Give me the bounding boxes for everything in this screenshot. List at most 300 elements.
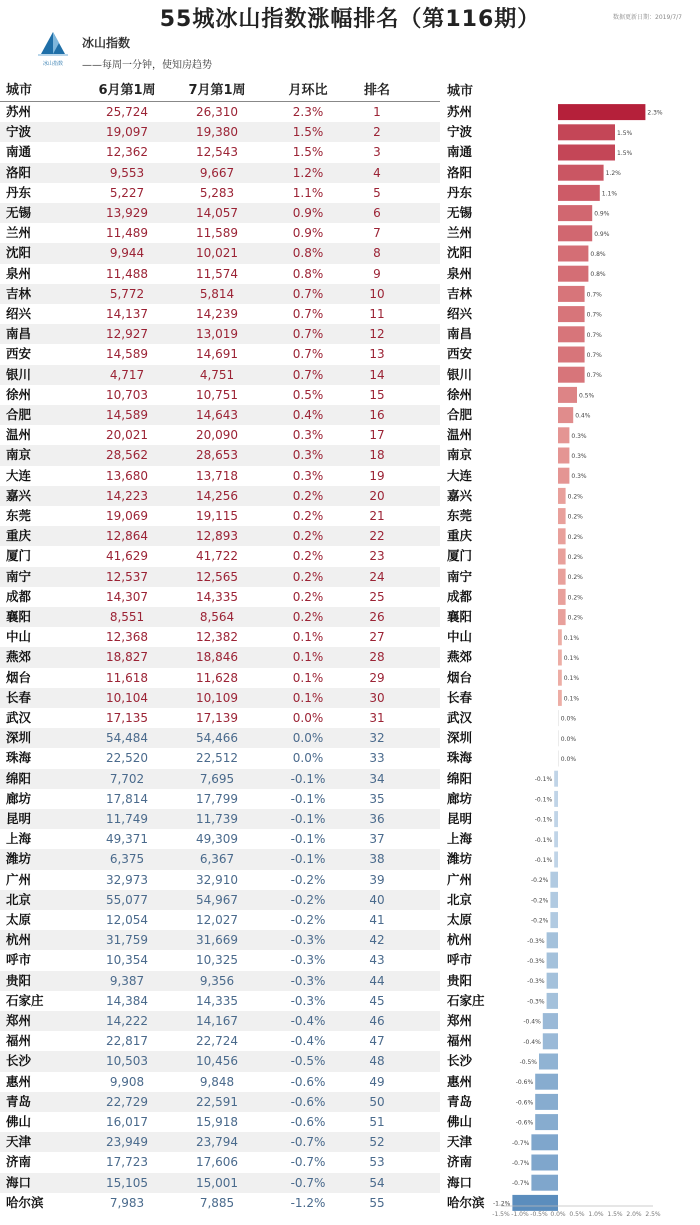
chart-bar: [543, 1033, 558, 1049]
chart-bar: [558, 407, 573, 423]
row-city: 沈阳: [6, 245, 32, 261]
row-mom-change: 0.2%: [292, 509, 324, 523]
row-mom-change: -0.2%: [290, 913, 326, 927]
row-rank: 52: [369, 1135, 385, 1150]
row-mom-change: 0.2%: [292, 569, 324, 584]
row-june-value: 12,927: [106, 327, 148, 342]
row-june-value: 25,724: [106, 105, 148, 119]
chart-data-label: 0.7%: [586, 311, 602, 319]
row-city: 杭州: [6, 932, 32, 948]
chart-data-label: 0.7%: [586, 331, 602, 339]
chart-bar: [558, 185, 600, 201]
row-rank: 46: [369, 1014, 385, 1028]
chart-data-label: 1.2%: [605, 170, 621, 178]
row-city: 宁波: [6, 124, 32, 140]
chart-category-label: 绵阳: [447, 770, 473, 786]
row-july-value: 10,325: [196, 953, 238, 968]
chart-bar: [558, 246, 588, 262]
row-july-value: 5,283: [199, 185, 235, 200]
row-july-value: 22,591: [196, 1094, 238, 1109]
row-mom-change: -0.7%: [290, 1155, 326, 1170]
chart-category-label: 上海: [447, 831, 473, 847]
row-july-value: 18,846: [196, 650, 238, 665]
chart-category-label: 哈尔滨: [447, 1194, 485, 1210]
chart-category-label: 潍坊: [447, 851, 473, 867]
row-july-value: 11,628: [196, 670, 238, 685]
chart-bar: [558, 367, 585, 383]
chart-category-label: 合肥: [447, 407, 473, 422]
row-rank: 22: [369, 529, 385, 544]
chart-data-label: 0.7%: [586, 291, 602, 299]
chart-bar: [558, 165, 604, 181]
row-july-value: 7,885: [199, 1195, 235, 1210]
chart-bar: [558, 124, 615, 140]
row-mom-change: -0.1%: [290, 852, 326, 867]
row-mom-change: 0.3%: [292, 448, 324, 463]
chart-bar: [512, 1195, 558, 1211]
row-rank: 39: [369, 872, 385, 887]
row-july-value: 12,893: [196, 529, 238, 544]
x-tick-label: -0.5%: [530, 1211, 548, 1218]
row-mom-change: -0.6%: [290, 1074, 326, 1089]
row-rank: 55: [369, 1195, 385, 1210]
row-city: 福州: [6, 1033, 32, 1049]
brand-slogan: ——每周一分钟，使知房趋势: [82, 60, 212, 71]
chart-data-label: 0.1%: [563, 675, 580, 683]
chart-data-label: 0.3%: [571, 473, 587, 481]
chart-data-label: 0.9%: [594, 230, 610, 238]
chart-category-label: 绍兴: [447, 306, 473, 321]
chart-bar: [558, 629, 562, 645]
row-july-value: 8,564: [199, 610, 235, 624]
row-june-value: 7,983: [109, 1195, 145, 1210]
row-mom-change: -1.2%: [290, 1195, 326, 1210]
row-june-value: 14,307: [106, 589, 148, 604]
row-june-value: 14,589: [106, 347, 148, 362]
row-june-value: 19,097: [106, 125, 148, 140]
row-mom-change: -0.6%: [290, 1094, 326, 1109]
row-july-value: 49,309: [196, 832, 238, 847]
row-june-value: 19,069: [106, 509, 148, 523]
chart-category-label: 兰州: [447, 225, 473, 241]
chart-data-label: -0.1%: [534, 816, 553, 824]
chart-bar: [558, 427, 569, 443]
row-july-value: 13,019: [196, 327, 238, 342]
row-june-value: 17,135: [106, 711, 148, 725]
chart-bar: [547, 932, 558, 948]
row-city: 上海: [6, 831, 32, 847]
row-june-value: 9,553: [109, 165, 145, 180]
row-june-value: 14,589: [106, 408, 148, 422]
row-rank: 24: [369, 569, 385, 584]
row-june-value: 8,551: [109, 610, 145, 624]
row-rank: 38: [369, 852, 385, 867]
row-rank: 7: [373, 226, 381, 241]
row-july-value: 14,643: [196, 408, 238, 422]
row-city: 燕郊: [6, 649, 32, 665]
row-city: 徐州: [6, 386, 32, 402]
header-city: 城市: [6, 83, 33, 98]
row-rank: 43: [369, 953, 385, 968]
row-june-value: 10,104: [106, 690, 148, 705]
chart-category-label: 天津: [447, 1134, 473, 1150]
chart-category-label: 苏州: [447, 104, 473, 119]
row-june-value: 11,749: [106, 812, 148, 826]
header-july-week1: 7月第1周: [188, 83, 246, 98]
row-rank: 6: [373, 206, 381, 220]
chart-bar: [535, 1114, 558, 1130]
row-july-value: 14,335: [196, 589, 238, 604]
row-rank: 11: [369, 307, 385, 321]
row-june-value: 22,817: [106, 1034, 148, 1049]
row-city: 佛山: [6, 1114, 32, 1129]
row-city: 石家庄: [6, 992, 44, 1008]
row-july-value: 14,057: [196, 206, 238, 220]
chart-data-label: -0.1%: [534, 836, 553, 844]
chart-category-label: 南宁: [447, 568, 473, 584]
row-rank: 9: [373, 266, 381, 281]
row-june-value: 12,368: [106, 630, 148, 645]
row-rank: 18: [369, 448, 385, 463]
row-july-value: 22,512: [196, 751, 238, 766]
chart-data-label: 0.0%: [560, 715, 577, 723]
chart-data-label: -0.1%: [534, 857, 553, 864]
row-mom-change: -0.3%: [290, 933, 326, 948]
chart-data-label: -0.7%: [511, 1160, 530, 1167]
row-city: 昆明: [6, 811, 32, 826]
row-city: 烟台: [6, 669, 32, 685]
chart-category-label: 呼市: [447, 952, 473, 968]
chart-category-label: 廊坊: [447, 790, 473, 806]
chart-bar: [531, 1155, 558, 1171]
chart-category-label: 太原: [447, 912, 473, 927]
chart-bar: [558, 468, 569, 484]
row-june-value: 41,629: [106, 549, 148, 564]
chart-data-label: 0.7%: [586, 372, 602, 380]
row-july-value: 22,724: [196, 1034, 238, 1049]
chart-category-label: 深圳: [447, 730, 473, 746]
row-rank: 44: [369, 973, 385, 988]
row-june-value: 28,562: [106, 448, 148, 463]
row-july-value: 15,001: [196, 1175, 238, 1190]
chart-bar: [558, 225, 592, 241]
row-city: 太原: [6, 912, 32, 927]
chart-category-label: 厦门: [447, 548, 473, 564]
row-mom-change: 0.9%: [292, 226, 324, 241]
chart-data-label: 0.0%: [560, 735, 577, 743]
row-rank: 3: [373, 145, 381, 160]
row-rank: 31: [369, 711, 385, 725]
row-mom-change: 0.2%: [292, 549, 324, 564]
row-june-value: 9,387: [109, 973, 145, 988]
row-mom-change: 0.5%: [292, 387, 324, 402]
chart-bar: [558, 690, 562, 706]
chart-category-label: 西安: [447, 346, 473, 362]
header-rank: 排名: [363, 83, 390, 98]
row-mom-change: 0.1%: [292, 630, 324, 645]
row-june-value: 22,520: [106, 751, 148, 766]
row-mom-change: 0.0%: [292, 751, 324, 766]
row-rank: 2: [373, 125, 381, 140]
row-rank: 17: [369, 428, 385, 443]
chart-header-city: 城市: [447, 84, 474, 99]
chart-category-label: 温州: [447, 427, 473, 443]
chart-data-label: 0.2%: [567, 594, 583, 602]
row-mom-change: -0.3%: [290, 953, 326, 968]
row-mom-change: -0.1%: [290, 832, 326, 847]
row-july-value: 10,109: [196, 690, 238, 705]
row-july-value: 12,027: [196, 913, 238, 927]
chart-data-label: 1.5%: [617, 129, 633, 137]
chart-bar: [558, 145, 615, 161]
chart-bar: [558, 730, 559, 746]
row-rank: 27: [369, 630, 385, 645]
row-mom-change: -0.1%: [290, 812, 326, 826]
row-rank: 26: [369, 610, 385, 624]
row-city: 嘉兴: [6, 487, 32, 503]
chart-data-label: -0.6%: [515, 1099, 534, 1107]
row-rank: 48: [369, 1054, 385, 1069]
row-mom-change: -0.1%: [290, 771, 326, 786]
row-june-value: 16,017: [106, 1115, 148, 1129]
row-july-value: 4,751: [199, 367, 235, 382]
row-city: 呼市: [6, 952, 32, 968]
chart-category-label: 成都: [447, 588, 473, 604]
chart-data-label: 0.2%: [567, 493, 583, 501]
row-mom-change: 0.2%: [292, 488, 324, 503]
row-june-value: 12,537: [106, 569, 148, 584]
x-tick-label: 0.0%: [550, 1211, 566, 1218]
row-mom-change: 0.2%: [292, 589, 324, 604]
row-mom-change: 0.0%: [292, 731, 324, 746]
row-mom-change: 0.7%: [292, 367, 324, 382]
row-july-value: 19,380: [196, 125, 238, 140]
row-july-value: 14,335: [196, 993, 238, 1008]
row-city: 惠州: [6, 1073, 32, 1089]
row-july-value: 9,356: [199, 973, 235, 988]
row-mom-change: -0.2%: [290, 892, 326, 907]
chart-data-label: -0.3%: [527, 978, 545, 986]
row-rank: 33: [369, 751, 385, 766]
row-june-value: 32,973: [106, 872, 148, 887]
row-july-value: 54,967: [196, 892, 238, 907]
row-july-value: 9,667: [199, 165, 235, 180]
row-city: 南宁: [6, 568, 32, 584]
row-june-value: 9,908: [109, 1074, 145, 1089]
row-june-value: 7,702: [109, 771, 145, 786]
row-rank: 35: [369, 791, 385, 806]
row-rank: 40: [369, 892, 385, 907]
row-rank: 4: [373, 165, 381, 180]
chart-data-label: 0.1%: [563, 655, 580, 662]
chart-category-label: 佛山: [447, 1114, 473, 1129]
row-mom-change: 0.2%: [292, 610, 324, 624]
chart-category-label: 大连: [447, 467, 473, 483]
row-city: 深圳: [6, 730, 32, 746]
chart-category-label: 长春: [447, 689, 473, 705]
row-city: 廊坊: [6, 790, 32, 806]
row-city: 武汉: [6, 710, 32, 725]
row-city: 绵阳: [6, 770, 32, 786]
chart-category-label: 杭州: [447, 932, 473, 948]
header-month-over-month: 月环比: [288, 83, 328, 98]
row-mom-change: -0.3%: [290, 973, 326, 988]
row-rank: 37: [369, 832, 385, 847]
chart-bar: [554, 791, 558, 807]
row-july-value: 6,367: [199, 852, 235, 867]
chart-bar: [550, 892, 558, 908]
chart-data-label: 0.2%: [567, 554, 583, 561]
row-june-value: 49,371: [106, 832, 148, 847]
chart-bar: [554, 771, 558, 787]
chart-data-label: -0.5%: [519, 1059, 537, 1066]
chart-category-label: 海口: [447, 1174, 473, 1190]
chart-category-label: 福州: [447, 1033, 473, 1049]
chart-bar: [558, 710, 559, 726]
row-city: 绍兴: [6, 306, 32, 321]
row-rank: 5: [373, 185, 381, 200]
row-mom-change: 0.1%: [292, 670, 324, 685]
row-june-value: 23,949: [106, 1135, 148, 1150]
x-tick-label: -1.0%: [511, 1211, 529, 1218]
chart-bar: [558, 326, 585, 342]
row-mom-change: 0.0%: [292, 711, 324, 725]
row-city: 温州: [6, 427, 32, 443]
chart-category-label: 广州: [447, 871, 473, 887]
chart-category-label: 昆明: [447, 811, 473, 826]
row-city: 洛阳: [6, 164, 32, 180]
row-city: 重庆: [6, 528, 32, 544]
row-rank: 41: [369, 913, 385, 927]
row-mom-change: 0.8%: [292, 266, 324, 281]
chart-category-label: 燕郊: [447, 649, 473, 665]
chart-data-label: -0.6%: [515, 1119, 534, 1127]
chart-category-label: 无锡: [447, 205, 473, 220]
row-june-value: 5,772: [109, 286, 145, 301]
row-july-value: 17,799: [196, 791, 238, 806]
row-rank: 13: [369, 347, 385, 362]
row-june-value: 55,077: [106, 892, 148, 907]
row-july-value: 26,310: [196, 105, 238, 119]
row-june-value: 13,929: [106, 206, 148, 220]
chart-category-label: 青岛: [447, 1093, 473, 1109]
header-june-week1: 6月第1周: [98, 83, 156, 98]
chart-data-label: 0.1%: [563, 695, 580, 703]
chart-category-label: 沈阳: [447, 245, 473, 261]
row-july-value: 14,691: [196, 347, 238, 362]
row-mom-change: -0.1%: [290, 791, 326, 806]
row-city: 中山: [6, 629, 32, 645]
row-rank: 8: [373, 246, 381, 261]
row-rank: 36: [369, 812, 385, 826]
chart-category-label: 北京: [447, 891, 473, 907]
row-rank: 12: [369, 327, 385, 342]
row-july-value: 9,848: [199, 1074, 235, 1089]
chart-data-label: -0.2%: [530, 877, 549, 885]
row-july-value: 31,669: [196, 933, 238, 948]
x-tick-label: -1.5%: [492, 1211, 510, 1218]
row-city: 南通: [6, 144, 32, 160]
row-july-value: 17,139: [196, 711, 238, 725]
chart-bar: [531, 1134, 558, 1150]
row-july-value: 17,606: [196, 1155, 238, 1170]
row-june-value: 14,384: [106, 993, 148, 1008]
chart-bar: [550, 912, 558, 928]
chart-data-label: -1.2%: [492, 1200, 511, 1208]
row-rank: 45: [369, 993, 385, 1008]
row-june-value: 6,375: [109, 852, 145, 867]
row-city: 襄阳: [6, 609, 32, 624]
row-june-value: 10,354: [106, 953, 148, 968]
row-june-value: 22,729: [106, 1094, 148, 1109]
chart-data-label: 0.8%: [590, 271, 606, 279]
chart-data-label: 0.8%: [590, 251, 606, 258]
row-july-value: 11,589: [196, 226, 238, 241]
chart-category-label: 惠州: [447, 1073, 473, 1089]
row-rank: 19: [369, 468, 385, 483]
chart-data-label: 0.5%: [579, 392, 595, 400]
row-city: 苏州: [6, 104, 32, 119]
row-mom-change: 1.5%: [292, 145, 324, 160]
row-city: 珠海: [6, 750, 32, 766]
chart-bar: [558, 670, 562, 686]
chart-data-label: 1.5%: [617, 150, 633, 157]
chart-data-label: -0.4%: [523, 1038, 541, 1046]
chart-data-label: -0.6%: [515, 1079, 534, 1087]
row-july-value: 54,466: [196, 731, 238, 746]
row-rank: 42: [369, 933, 385, 948]
chart-data-label: -0.4%: [523, 1018, 541, 1026]
row-june-value: 12,054: [106, 913, 148, 927]
chart-category-label: 宁波: [447, 124, 473, 140]
row-june-value: 14,137: [106, 307, 148, 321]
chart-bar: [547, 973, 558, 989]
chart-bar: [539, 1054, 558, 1070]
row-mom-change: 0.7%: [292, 307, 324, 321]
chart-data-label: 0.2%: [567, 574, 583, 582]
row-mom-change: 1.1%: [292, 185, 324, 200]
row-june-value: 11,489: [106, 226, 148, 241]
chart-bar: [558, 306, 585, 322]
chart-bar: [558, 104, 645, 120]
row-rank: 30: [369, 690, 385, 705]
row-july-value: 13,718: [196, 468, 238, 483]
chart-bar: [558, 448, 569, 464]
chart-bar: [554, 811, 558, 827]
chart-category-label: 泉州: [447, 265, 473, 281]
row-city: 济南: [6, 1154, 32, 1170]
row-mom-change: 0.1%: [292, 690, 324, 705]
row-july-value: 20,090: [196, 428, 238, 443]
chart-category-label: 珠海: [447, 750, 473, 766]
chart-data-label: -0.7%: [511, 1180, 530, 1188]
chart-category-label: 南通: [447, 144, 473, 160]
row-june-value: 9,944: [109, 246, 145, 261]
row-rank: 53: [369, 1155, 385, 1170]
row-july-value: 5,814: [199, 286, 235, 301]
chart-bar: [558, 508, 566, 524]
chart-bar: [558, 569, 566, 585]
row-rank: 28: [369, 650, 385, 665]
chart-data-label: -0.3%: [527, 937, 545, 945]
row-mom-change: 2.3%: [292, 105, 324, 119]
row-july-value: 32,910: [196, 872, 238, 887]
chart-category-label: 重庆: [447, 528, 473, 544]
row-rank: 29: [369, 670, 385, 685]
chart-data-label: 0.0%: [560, 756, 577, 763]
chart-data-label: -0.2%: [530, 897, 549, 905]
row-july-value: 28,653: [196, 448, 238, 463]
